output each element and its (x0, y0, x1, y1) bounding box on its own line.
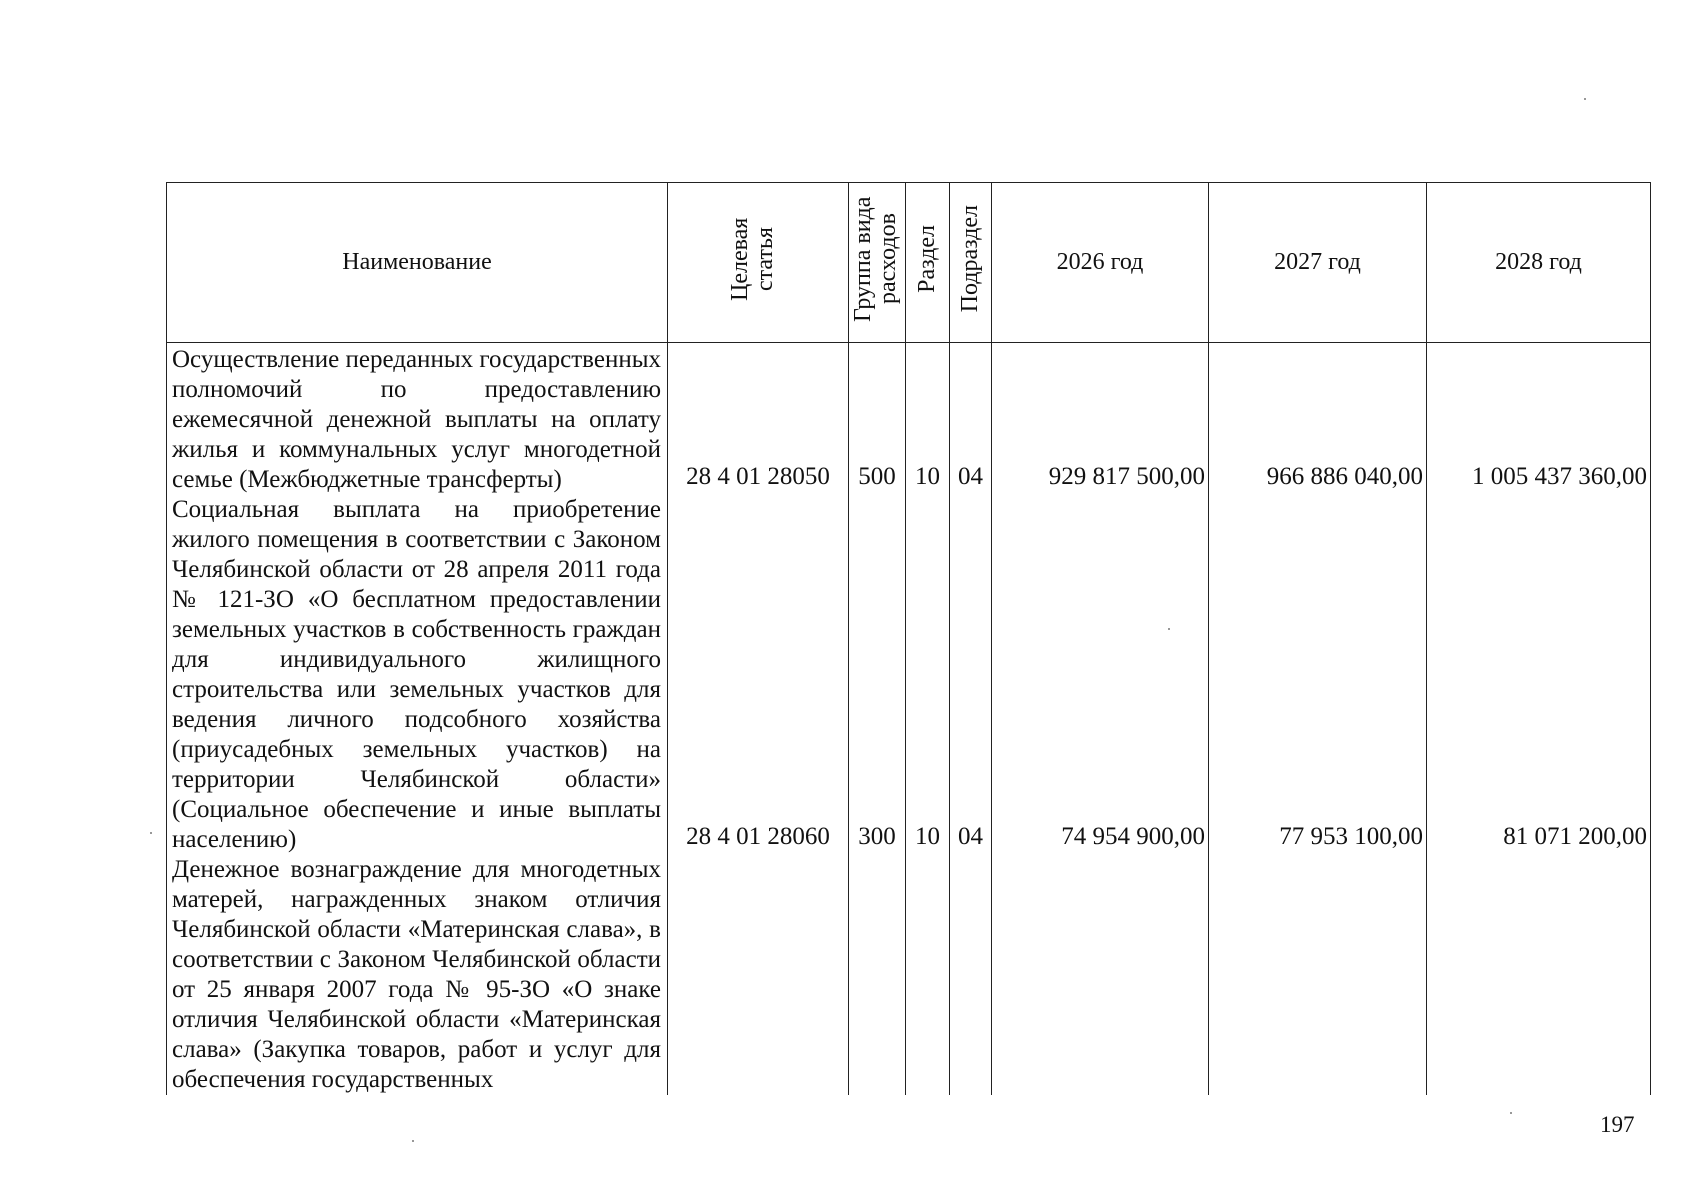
row-2-target-article: 28 4 01 28060 (686, 823, 830, 850)
row-1-subsection: 04 (958, 463, 983, 490)
table-header-row (167, 183, 1651, 343)
scan-speck (1584, 98, 1586, 100)
row-2-year-2028: 81 071 200,00 (1503, 823, 1647, 850)
year-2026-cell (992, 343, 1209, 1096)
scan-speck (412, 1140, 414, 1142)
year-2027-cell (1209, 343, 1427, 1096)
header-target-article-label: Целевая статья (727, 217, 779, 301)
table-row (167, 343, 1651, 1096)
section-cell (906, 343, 950, 1096)
scan-speck (1510, 1112, 1512, 1114)
header-name: Наименование (167, 183, 668, 343)
scan-speck (1168, 628, 1170, 630)
row-2-section: 10 (915, 823, 940, 850)
row-name-1: Осуществление переданных государственных полномочий по предоставлению ежемесячной денежной выплаты на оплату жилья и коммунальных услуг многодетной семье (Межбюджетные трансферты) (172, 346, 661, 493)
header-subsection-label: Подраздел (956, 205, 983, 313)
name-cell (167, 343, 668, 1096)
header-expense-group (849, 183, 906, 343)
expense-group-cell (849, 343, 906, 1096)
header-year-2027: 2027 год (1209, 183, 1427, 343)
budget-table (166, 182, 1651, 1095)
row-1-year-2027: 966 886 040,00 (1266, 463, 1423, 490)
row-name-3: Денежное вознаграждение для многодетных матерей, награжденных знаком отличия Челябинской области «Материнская слава», в соответствии с Законом Челябинской области от 25 января 2007 года № 95-ЗО «О знаке отличия Челябинской области «Материнская слава» (Закупка товаров, работ и услуг для обеспечения государственных (172, 856, 661, 1093)
header-subsection (950, 183, 992, 343)
row-2-expense-group: 300 (858, 823, 896, 850)
header-year-2026: 2026 год (992, 183, 1209, 343)
row-2-year-2027: 77 953 100,00 (1279, 823, 1423, 850)
row-name-2: Социальная выплата на приобретение жилого помещения в соответствии с Законом Челябинской области от 28 апреля 2011 года № 121-ЗО «О бесплатном предоставлении земельных участков в собственность граждан для индивидуального жилищного строительства или земельных участков для ведения личного подсобного хозяйства (приусадебных земельных участков) на территории Челябинской области» (Социальное обеспечение и иные выплаты населению) (172, 496, 661, 853)
target-article-cell (668, 343, 849, 1096)
header-target-article (668, 183, 849, 343)
row-1-section: 10 (915, 463, 940, 490)
row-1-year-2028: 1 005 437 360,00 (1472, 463, 1647, 490)
row-2-year-2026: 74 954 900,00 (1061, 823, 1205, 850)
header-year-2028: 2028 год (1427, 183, 1651, 343)
row-1-expense-group: 500 (858, 463, 896, 490)
header-section (906, 183, 950, 343)
row-1-year-2026: 929 817 500,00 (1048, 463, 1205, 490)
subsection-cell (950, 343, 992, 1096)
header-expense-group-label: Группа вида расходов (850, 196, 902, 322)
year-2028-cell (1427, 343, 1651, 1096)
row-2-subsection: 04 (958, 823, 983, 850)
page-number: 197 (1600, 1112, 1635, 1137)
row-1-target-article: 28 4 01 28050 (686, 463, 830, 490)
scan-speck (150, 832, 152, 834)
header-section-label: Раздел (913, 225, 940, 293)
